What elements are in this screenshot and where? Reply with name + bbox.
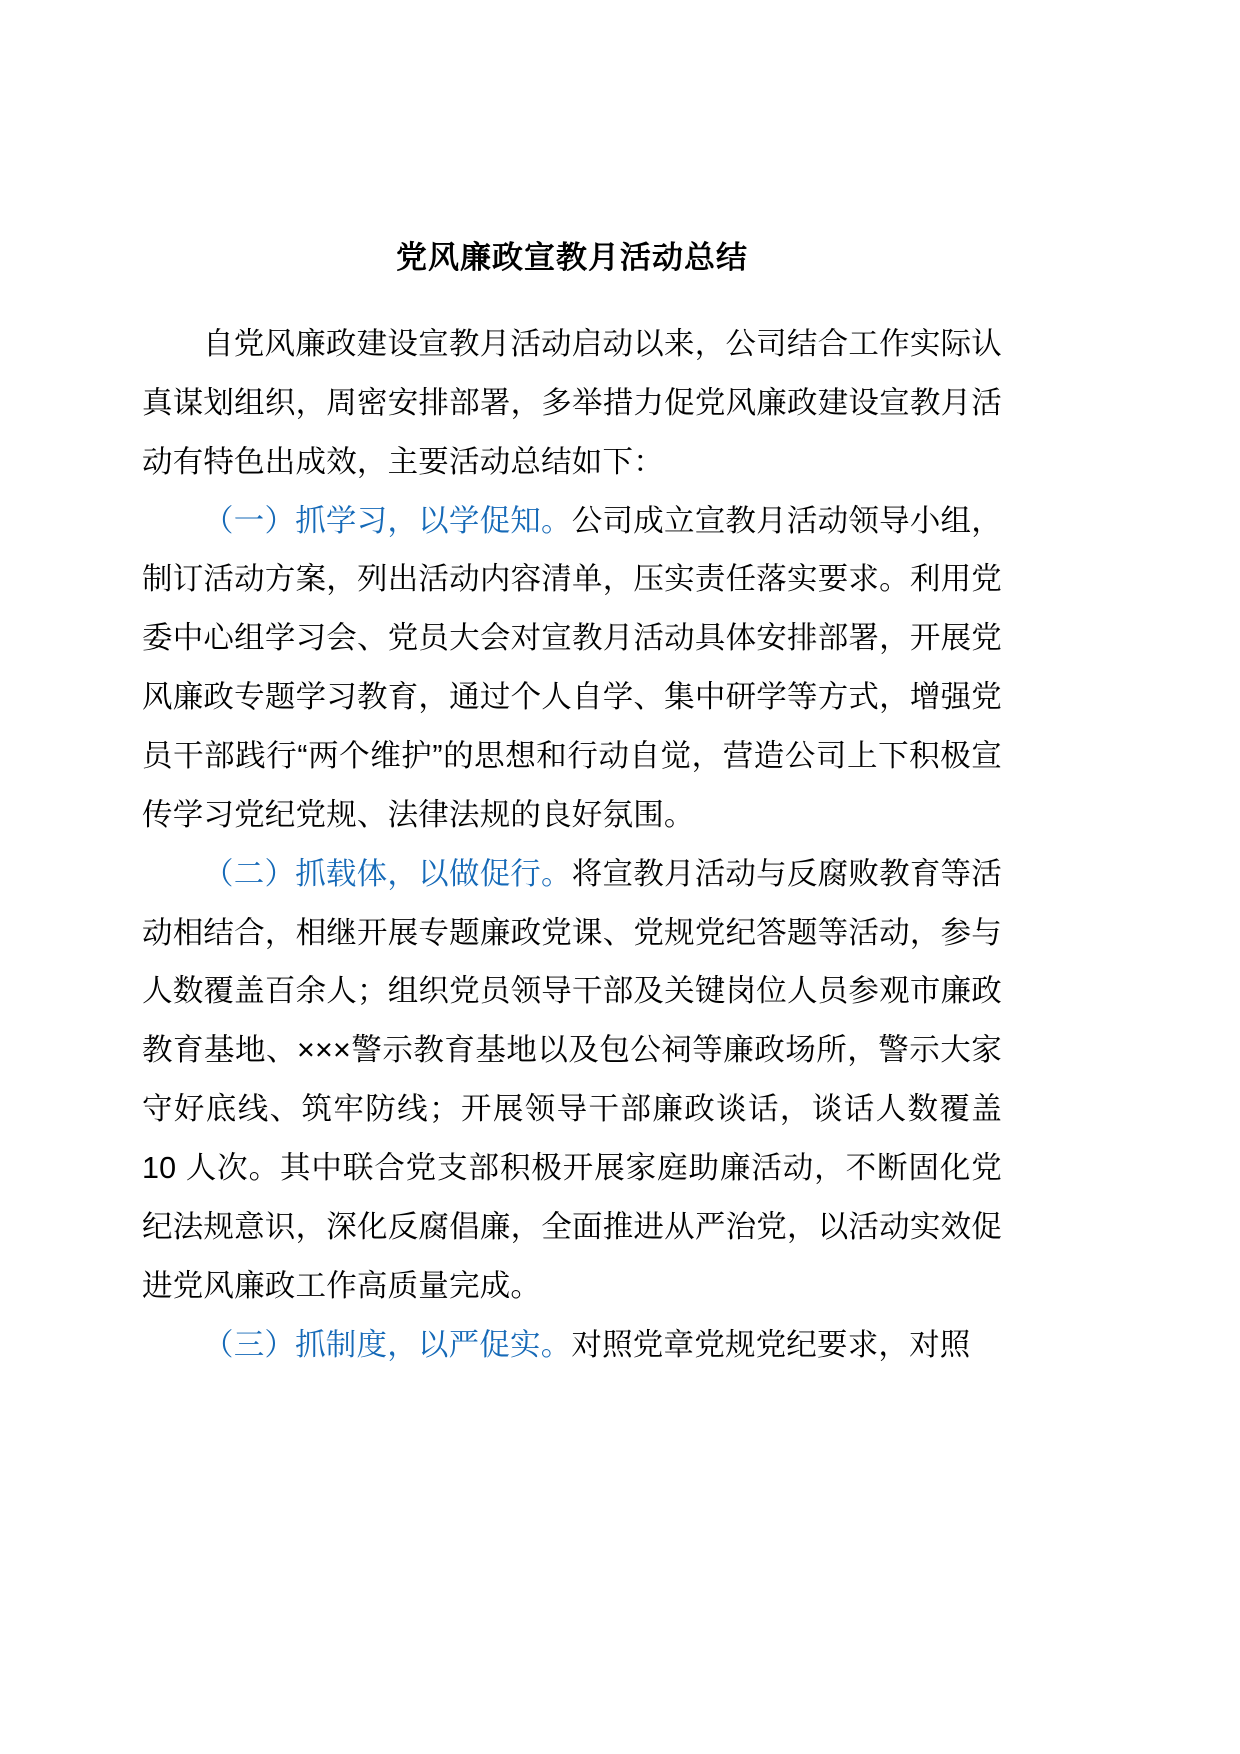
section-two-text: 将宣教月活动与反腐败教育等活动相结合，相继开展专题廉政党课、党规党纪答题等活动，参与人数覆盖百余人；组织党员领导干部及关键岗位人员参观市廉政教育基地、×××警示教育基地以及包公祠等廉政场所，警示大家守好底线、筑牢防线；开展领导干部廉政谈话，谈话人数覆盖 10 人次。其中联合党支部积极开展家庭助廉活动，不断固化党纪法规意识，深化反腐倡廉，全面推进从严治党，以活动实效促进党风廉政工作高质量完成。 [142,856,1002,1303]
paragraph-intro-text: 自党风廉政建设宣教月活动启动以来，公司结合工作实际认真谋划组织，周密安排部署，多举措力促党风廉政建设宣教月活动有特色出成效，主要活动总结如下： [142,326,1002,479]
section-three-heading: （三）抓制度，以严促实。 [203,1327,572,1362]
section-one-text: 公司成立宣教月活动领导小组，制订活动方案，列出活动内容清单，压实责任落实要求。利用党委中心组学习会、党员大会对宣教月活动具体安排部署，开展党风廉政专题学习教育，通过个人自学、集中研学等方式，增强党员干部践行“两个维护”的思想和行动自觉，营造公司上下积极宣传学习党纪党规、法律法规的良好氛围。 [142,503,1002,832]
paragraph-section-one [142,492,1002,845]
paragraph-intro [142,315,1002,492]
paragraph-section-two [142,845,1002,1316]
document-body [142,236,1002,1374]
section-three-text: 对照党章党规党纪要求，对照 [571,1327,971,1362]
section-one-heading: （一）抓学习，以学促知。 [203,503,572,538]
section-two-heading: （二）抓载体，以做促行。 [203,856,572,891]
page-title: 党风廉政宣教月活动总结 [396,240,748,275]
paragraph-section-three [142,1316,1002,1375]
